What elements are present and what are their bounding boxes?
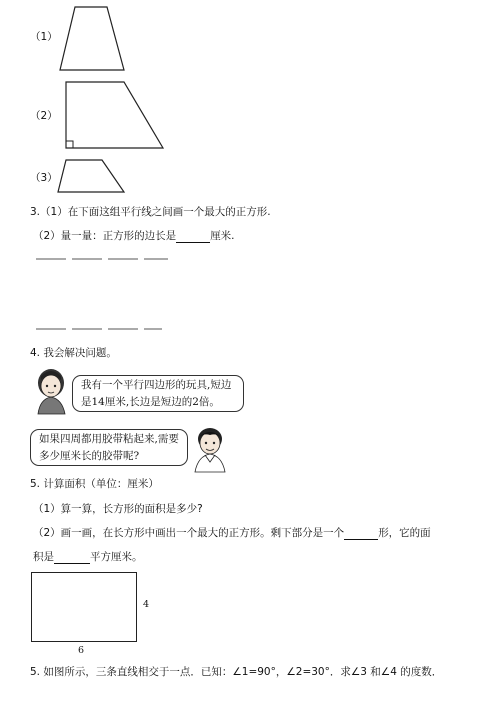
boy-avatar	[190, 424, 230, 472]
q4-title: 4. 我会解决问题。	[30, 347, 117, 359]
trapezoid-3	[58, 160, 124, 192]
q5-part1: （1）算一算，长方形的面积是多少?	[33, 503, 203, 515]
q5-shape-blank[interactable]	[344, 527, 378, 540]
q3-line2	[33, 229, 235, 243]
q3-line2-post: 厘米.	[210, 230, 235, 242]
rect-height-label: 4	[143, 599, 150, 610]
girl-avatar	[32, 366, 72, 414]
rect-width-label: 6	[78, 645, 85, 656]
q3-answer-blank[interactable]	[176, 230, 210, 243]
q3-line1: 3.（1）在下面这组平行线之间画一个最大的正方形.	[30, 206, 271, 218]
figure-3-label: （3）	[30, 172, 58, 184]
right-angle-mark	[66, 141, 73, 148]
right-trapezoid-2	[66, 82, 163, 148]
girl-speech-bubble: 我有一个平行四边形的玩具,短边是14厘米,长边是短边的2倍。	[72, 375, 244, 412]
q6-text: 5. 如图所示，三条直线相交于一点．已知：∠1=90°，∠2=30°．求∠3 和∠4 的度数．	[30, 666, 443, 678]
figure-2-label: （2）	[30, 110, 58, 122]
q5-title: 5. 计算面积（单位：厘米）	[30, 478, 159, 490]
figure-1-label: （1）	[30, 31, 58, 43]
parallel-lines	[0, 250, 487, 340]
q5-part3-pre: 积是	[33, 551, 54, 563]
q3-line2-pre: （2）量一量：正方形的边长是	[33, 230, 177, 242]
q5-part2-pre: （2）画一画，在长方形中画出一个最大的正方形。剩下部分是一个	[33, 527, 345, 539]
rectangle-figure	[31, 572, 137, 642]
q5-part2-mid: 形，它的面	[378, 527, 431, 539]
q5-area-blank[interactable]	[54, 551, 90, 564]
q5-part3	[33, 550, 143, 564]
q5-part2	[33, 526, 431, 540]
trapezoid-1	[60, 7, 124, 70]
boy-speech-bubble: 如果四周都用胶带粘起来,需要多少厘米长的胶带呢?	[30, 429, 188, 466]
q5-part3-post: 平方厘米。	[90, 551, 143, 563]
trapezoid-figures	[0, 0, 487, 200]
